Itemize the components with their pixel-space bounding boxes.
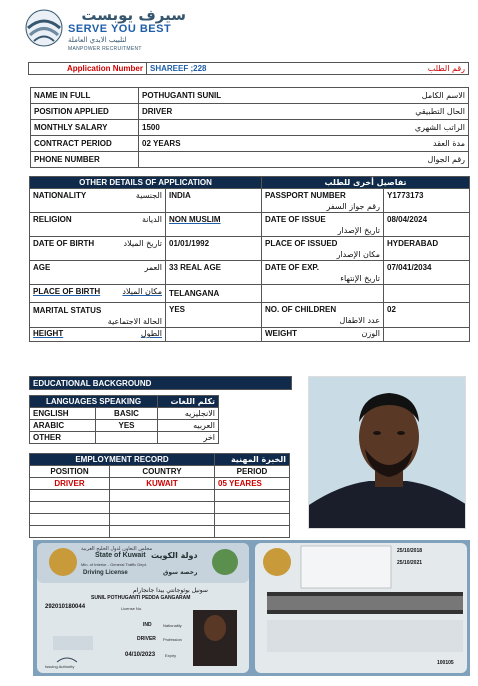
- table-row: [30, 408, 219, 420]
- personal-value: 1500: [139, 120, 379, 136]
- personal-label: POSITION APPLIED: [31, 104, 139, 120]
- personal-details-table: [30, 87, 469, 168]
- employment-header-ar: الخبرة المهنية: [215, 454, 290, 466]
- employment-col-country: COUNTRY: [110, 466, 215, 478]
- other-details-header-ar: تفاصيل أخرى للطلب: [262, 177, 470, 189]
- personal-value: 02 YEARS: [139, 136, 379, 152]
- children-cell: [262, 303, 384, 328]
- languages-header: LANGUAGES SPEAKING: [30, 396, 158, 408]
- nationality-label: NATIONALITY: [33, 191, 87, 200]
- application-number-value: SHAREEF ;228: [147, 63, 399, 75]
- license-back-serial: 100105: [437, 660, 454, 666]
- height-label: HEIGHT: [33, 329, 64, 338]
- weight-cell: [262, 328, 384, 342]
- nationality-value: INDIA: [166, 189, 262, 213]
- language-name: ENGLISH: [30, 408, 96, 420]
- children-label-ar: عدد الاطفال: [339, 316, 380, 325]
- personal-label-ar: الاسم الكامل: [379, 88, 469, 104]
- employment-country: KUWAIT: [110, 478, 215, 490]
- license-back-date2: 25/10/2021: [397, 560, 423, 566]
- marital-label-ar: الحالة الاجتماعية: [107, 317, 162, 326]
- religion-cell: [30, 213, 166, 237]
- issue-place-cell: [262, 237, 384, 261]
- license-holder-ar: سونيل بوثوجانتي بيدا جانجارام: [133, 587, 208, 594]
- marital-value: YES: [166, 303, 262, 328]
- table-row: [30, 490, 290, 502]
- table-row: [30, 285, 470, 303]
- license-title-ar: رخصة سوق: [163, 569, 198, 576]
- license-expiry: 04/10/2023: [125, 652, 156, 658]
- language-level: BASIC: [96, 408, 158, 420]
- license-back-date1: 25/10/2018: [397, 548, 423, 554]
- table-row: [30, 478, 290, 490]
- table-row: [30, 328, 470, 342]
- personal-label-ar: الحال التطبيقي: [379, 104, 469, 120]
- expiry-value: 07/041/2034: [384, 261, 470, 285]
- personal-label: CONTRACT PERIOD: [31, 136, 139, 152]
- language-name: OTHER: [30, 432, 96, 444]
- table-row: [30, 237, 470, 261]
- table-row: [31, 136, 469, 152]
- personal-value: POTHUGANTI SUNIL: [139, 88, 379, 104]
- expiry-label: DATE OF EXP.: [265, 263, 319, 272]
- marital-cell: [30, 303, 166, 328]
- license-number: 292010180044: [45, 604, 86, 610]
- license-nationality-label: Nationality: [163, 623, 182, 628]
- children-value: 02: [384, 303, 470, 328]
- age-cell: [30, 261, 166, 285]
- passport-value: Y1773173: [384, 189, 470, 213]
- education-header: EDUCATIONAL BACKGROUND: [30, 377, 292, 390]
- license-min-ar: مجلس التعاون لدول الخليج العربية: [81, 546, 153, 552]
- table-row: [31, 152, 469, 168]
- issue-place-label-ar: مكان الإصدار: [336, 250, 380, 259]
- license-expiry-label: Expiry: [165, 653, 177, 658]
- table-row: [30, 502, 290, 514]
- table-row: [31, 120, 469, 136]
- table-row: [30, 303, 470, 328]
- personal-label-ar: الراتب الشهري: [379, 120, 469, 136]
- applicant-photo: [308, 376, 466, 529]
- license-state-en: State of Kuwait: [95, 552, 146, 559]
- license-nationality: IND: [143, 622, 152, 628]
- birth-place-cell: [30, 285, 166, 303]
- employment-table: [29, 453, 290, 538]
- age-label-ar: العمر: [144, 263, 162, 272]
- language-name: ARABIC: [30, 420, 96, 432]
- birth-place-value: TELANGANA: [166, 285, 262, 303]
- dob-label-ar: تاريخ الميلاد: [123, 239, 162, 248]
- languages-table: [29, 395, 219, 444]
- expiry-cell: [262, 261, 384, 285]
- passport-label-ar: رقم جواز السفر: [326, 202, 380, 211]
- table-row: [30, 261, 470, 285]
- license-profession-label: Profession: [163, 637, 182, 642]
- passport-label: PASSPORT NUMBER: [265, 191, 346, 200]
- license-holder-en: SUNIL POTHUGANTI PEDDA GANGARAM: [91, 595, 191, 601]
- issue-place-value: HYDERABAD: [384, 237, 470, 261]
- marital-label: MARITAL STATUS: [33, 306, 102, 315]
- height-cell: [30, 328, 166, 342]
- globe-logo-icon: [24, 8, 64, 48]
- table-row: [30, 466, 290, 478]
- age-value: 33 REAL AGE: [166, 261, 262, 285]
- employment-position: DRIVER: [30, 478, 110, 490]
- birth-place-label: PLACE OF BIRTH: [33, 287, 101, 296]
- license-number-label: License No.: [121, 606, 143, 611]
- driving-license-scan: [33, 540, 470, 676]
- other-details-table: [29, 176, 470, 342]
- license-state-ar: دولة الكويت: [151, 551, 198, 560]
- personal-value: DRIVER: [139, 104, 379, 120]
- dob-value: 01/01/1992: [166, 237, 262, 261]
- employment-col-period: PERIOD: [215, 466, 290, 478]
- table-row: [30, 213, 470, 237]
- children-label: NO. OF CHILDREN: [265, 305, 337, 314]
- table-row: [31, 88, 469, 104]
- dob-label: DATE OF BIRTH: [33, 239, 95, 248]
- issue-place-label: PLACE OF ISSUED: [265, 239, 338, 248]
- height-label-ar: الطول: [140, 329, 162, 338]
- application-number-label: Application Number: [29, 63, 147, 75]
- birth-place-label-ar: مكان الميلاد: [122, 287, 162, 296]
- passport-cell: [262, 189, 384, 213]
- license-ministry: Min. of Interior - General Traffic Dept.: [81, 562, 147, 567]
- issue-date-label-ar: تاريخ الإصدار: [337, 226, 380, 235]
- age-label: AGE: [33, 263, 51, 272]
- personal-label: NAME IN FULL: [31, 88, 139, 104]
- table-row: [30, 189, 470, 213]
- applicant-portrait-icon: [309, 377, 466, 529]
- table-row: [30, 420, 219, 432]
- personal-label: PHONE NUMBER: [31, 152, 139, 168]
- weight-label-ar: الوزن: [361, 329, 380, 338]
- personal-label-ar: مدة العقد: [379, 136, 469, 152]
- table-row: [30, 514, 290, 526]
- brand-arabic-name: سيرف يوبست: [81, 6, 186, 24]
- application-number-table: [28, 62, 469, 75]
- language-level: [96, 432, 158, 444]
- language-level: YES: [96, 420, 158, 432]
- personal-label: MONTHLY SALARY: [31, 120, 139, 136]
- table-row: [31, 104, 469, 120]
- weight-label: WEIGHT: [265, 329, 297, 338]
- language-name-ar: اخر: [158, 432, 219, 444]
- issue-date-value: 08/04/2024: [384, 213, 470, 237]
- expiry-label-ar: تاريخ الإنتهاء: [340, 274, 380, 283]
- nationality-cell: [30, 189, 166, 213]
- languages-header-ar: تكلم اللغات: [158, 396, 219, 408]
- other-details-header: OTHER DETAILS OF APPLICATION: [30, 177, 262, 189]
- religion-label: RELIGION: [33, 215, 72, 224]
- employment-header: EMPLOYMENT RECORD: [30, 454, 215, 466]
- application-number-label-ar: رقم الطلب: [399, 63, 469, 75]
- table-row: [30, 526, 290, 538]
- education-table: [29, 376, 292, 390]
- brand-english-name: SERVE YOU BEST: [68, 23, 172, 35]
- personal-label-ar: رقم الجوال: [379, 152, 469, 168]
- language-name-ar: العربيه: [158, 420, 219, 432]
- language-name-ar: الانجليزيه: [158, 408, 219, 420]
- religion-value: NON MUSLIM: [166, 213, 262, 237]
- nationality-label-ar: الجنسية: [135, 191, 162, 200]
- height-value: [166, 328, 262, 342]
- issue-date-label: DATE OF ISSUE: [265, 215, 326, 224]
- weight-value: [384, 328, 470, 342]
- employment-col-position: POSITION: [30, 466, 110, 478]
- brand-subtitle: MANPOWER RECRUITMENT: [68, 46, 142, 52]
- license-title-en: Driving License: [83, 570, 128, 576]
- religion-label-ar: الديانة: [141, 215, 162, 224]
- dob-cell: [30, 237, 166, 261]
- issue-date-cell: [262, 213, 384, 237]
- employment-period: 05 YEARES: [215, 478, 290, 490]
- license-authority-label: Issuing Authority: [45, 664, 75, 669]
- license-profession: DRIVER: [137, 636, 156, 642]
- personal-value: [139, 152, 379, 168]
- brand-arabic-tagline: لتلبيب الايدي العاملة: [68, 36, 127, 44]
- company-logo: [24, 6, 204, 58]
- table-row: [30, 432, 219, 444]
